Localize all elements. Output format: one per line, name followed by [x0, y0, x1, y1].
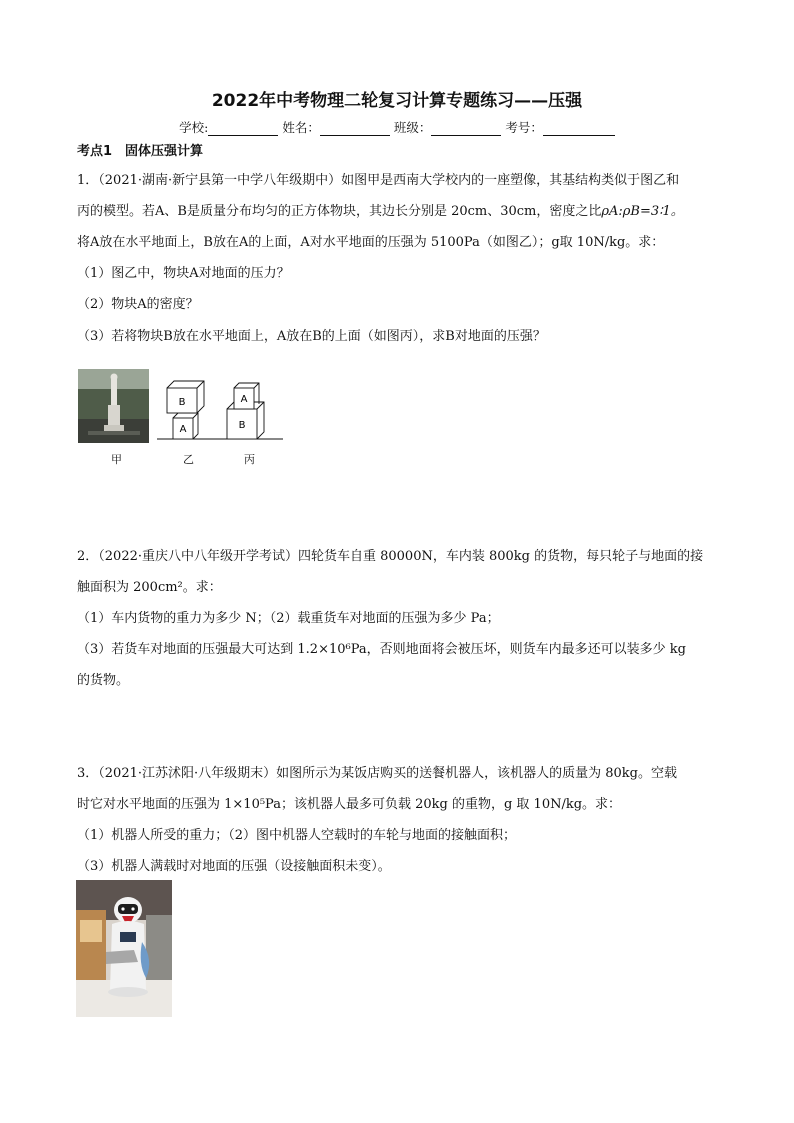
q1-subquestion-1: （1）图乙中，物块A对地面的压力？ — [77, 266, 290, 281]
yi-block-b-label: B — [178, 397, 186, 408]
q1-density-ratio: ρA:ρB=3∶1。 — [601, 204, 684, 219]
robot-photo — [76, 880, 172, 1017]
q3-subquestion-2: （3）机器人满载时对地面的压强（设接触面积未变）。 — [77, 859, 391, 874]
q2-line-2: 触面积为 200cm²。求： — [77, 580, 222, 595]
exam-number-label: 考号： — [505, 120, 543, 135]
bing-block-a-label: A — [240, 394, 248, 405]
q1-line-3: 将A放在水平地面上，B放在A的上面，A对水平地面的压强为 5100Pa（如图乙）；g取 10N/kg。求： — [77, 235, 665, 250]
figure-label-yi: 乙 — [183, 453, 194, 466]
q2-line-1: 2．（2022·重庆八中八年级开学考试）四轮货车自重 80000N，车内装 800kg 的货物，每只轮子与地面的接 — [77, 549, 704, 564]
school-label: 学校: — [179, 120, 209, 135]
statue-photo — [78, 369, 149, 443]
exam-number-blank — [543, 121, 615, 136]
student-info-fields — [0, 118, 794, 136]
q2-subquestion-1: （1）车内货物的重力为多少 N；（2）载重货车对地面的压强为多少 Pa； — [77, 611, 500, 626]
q2-subquestion-2-cont: 的货物。 — [77, 673, 130, 688]
yi-block-a-label: A — [179, 424, 187, 435]
page-title: 2022年中考物理二轮复习计算专题练习——压强 — [211, 91, 583, 111]
q2-subquestion-2: （3）若货车对地面的压强最大可达到 1.2×10⁶Pa，否则地面将会被压坏，则货车内最多还可以装多少 kg — [77, 642, 686, 657]
q1-line-1: 1．（2021·湖南·新宁县第一中学八年级期中）如图甲是西南大学校内的一座塑像，其基结构类似于图乙和 — [77, 173, 680, 188]
q3-line-1: 3．（2021·江苏沭阳·八年级期末）如图所示为某饭店购买的送餐机器人，该机器人的质量为 80kg。空载 — [77, 766, 677, 781]
bing-block-b-label: B — [238, 420, 246, 431]
name-blank — [320, 121, 390, 136]
q1-subquestion-2: （2）物块A的密度？ — [77, 297, 199, 312]
class-label: 班级： — [393, 120, 432, 135]
q1-line-2 — [77, 200, 684, 219]
class-blank — [431, 121, 501, 136]
diagram-bing — [227, 383, 264, 439]
q3-line-2: 时它对水平地面的压强为 1×10⁵Pa；该机器人最多可负载 20kg 的重物，g 取 10N/kg。求： — [77, 797, 622, 812]
q3-subquestion-1: （1）机器人所受的重力；（2）图中机器人空载时的车轮与地面的接触面积； — [77, 828, 517, 843]
figure-label-bing: 丙 — [244, 453, 255, 466]
blocks-diagram — [155, 372, 285, 452]
q1-subquestion-3: （3）若将物块B放在水平地面上，A放在B的上面（如图丙），求B对地面的压强？ — [77, 329, 546, 344]
school-blank — [208, 121, 278, 136]
q1-line-2-text: 丙的模型。若A、B是质量分布均匀的正方体物块，其边长分别是 20cm、30cm，密度之比 — [77, 204, 602, 219]
name-label: 姓名： — [282, 120, 320, 135]
figure-label-jia: 甲 — [111, 453, 122, 466]
section-heading: 考点1 固体压强计算 — [77, 144, 204, 159]
